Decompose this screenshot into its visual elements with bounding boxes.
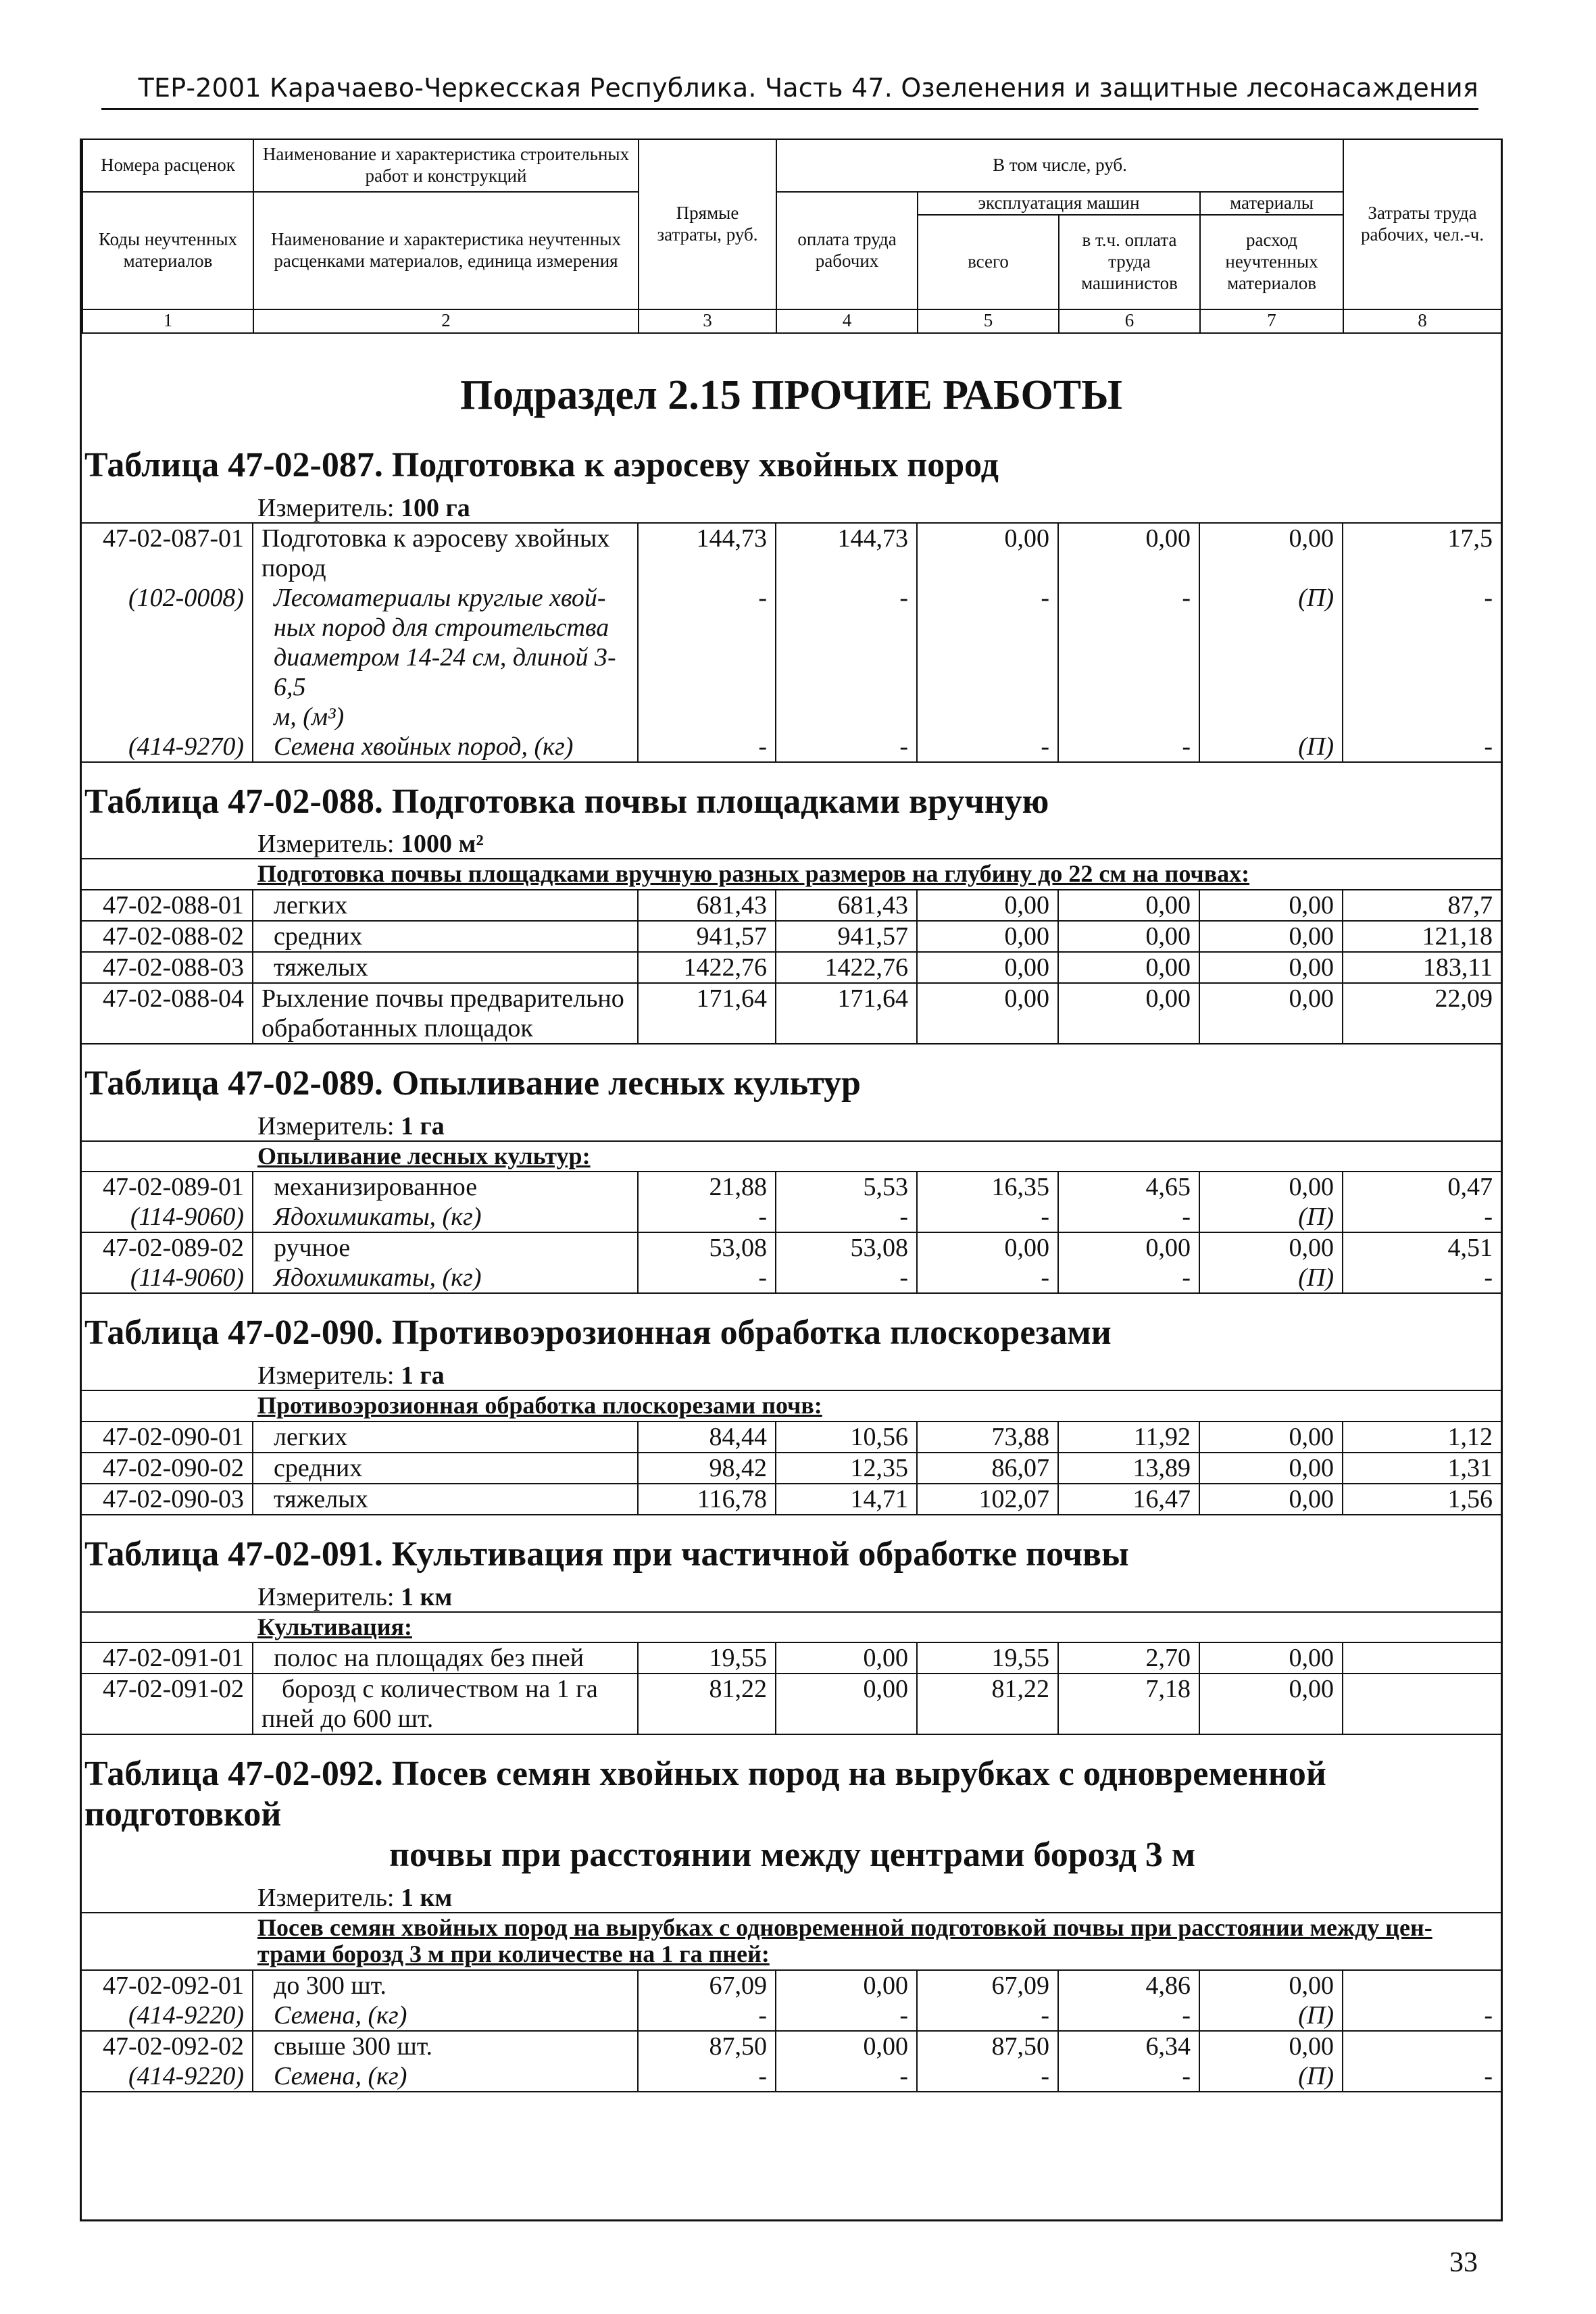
table-row <box>82 523 1501 583</box>
rate-code: 47-02-092-01 <box>103 1971 244 2000</box>
work-name: свыше 300 шт. <box>253 2031 638 2061</box>
subsection-title: Подраздел 2.15 ПРОЧИЕ РАБОТЫ <box>460 372 1122 418</box>
rate-code: 47-02-090-03 <box>82 1484 253 1515</box>
labor: - <box>1343 1263 1501 1293</box>
unit-label: Измеритель: <box>257 493 395 522</box>
materials: 0,00 <box>1199 983 1343 1044</box>
table-row <box>82 2031 1501 2061</box>
work-name: ручное <box>253 1232 638 1263</box>
material-name: Ядохимикаты, (кг) <box>253 1263 638 1293</box>
machinist-wages: - <box>1058 583 1199 732</box>
labor: 4,51 <box>1343 1232 1501 1263</box>
table-087-unit <box>82 494 1501 522</box>
materials: (П) <box>1199 583 1343 732</box>
machinist-wages: - <box>1058 2061 1199 2092</box>
material-code: (114-9060) <box>130 1203 244 1232</box>
materials: 0,00 <box>1199 1971 1343 2001</box>
direct-costs: 116,78 <box>638 1484 776 1515</box>
labor: 17,5 <box>1343 523 1501 583</box>
labor: 121,18 <box>1343 921 1501 952</box>
material-name: Семена, (кг) <box>253 2061 638 2092</box>
material-code: (114-9060) <box>82 1263 253 1293</box>
wages: 1422,76 <box>776 952 917 983</box>
machinist-wages: 0,00 <box>1058 890 1199 921</box>
wages: 681,43 <box>776 890 917 921</box>
rate-code: 47-02-087-01 <box>82 523 253 583</box>
labor: 1,12 <box>1343 1422 1501 1453</box>
direct-costs: - <box>638 2001 776 2031</box>
rate-code: 47-02-088-02 <box>82 921 253 952</box>
table-row <box>82 1971 1501 2001</box>
rate-code: 47-02-089-01 <box>103 1173 244 1202</box>
work-name-line: борозд с количеством на 1 га <box>282 1675 598 1704</box>
work-name: тяжелых <box>253 952 638 983</box>
wages: - <box>776 1202 917 1232</box>
table-row <box>82 2001 1501 2031</box>
col-num: 4 <box>776 309 918 333</box>
unit-value: 1 га <box>401 1361 445 1390</box>
unit-label: Измеритель: <box>257 1361 395 1390</box>
work-name-line: пород <box>261 553 326 582</box>
materials: 0,00 <box>1199 1422 1343 1453</box>
materials: 0,00 <box>1199 1453 1343 1484</box>
wages: 0,00 <box>776 1674 917 1734</box>
labor: 0,47 <box>1343 1172 1501 1202</box>
material-name-line: м, (м³) <box>274 702 345 731</box>
work-name: средних <box>253 1453 638 1484</box>
material-name-line: ных пород для строительства <box>274 613 609 642</box>
direct-costs: 681,43 <box>638 890 776 921</box>
materials: 0,00 <box>1199 1643 1343 1674</box>
materials: 0,00 <box>1199 523 1343 583</box>
table-row <box>82 1232 1501 1263</box>
rate-code: 47-02-088-04 <box>82 983 253 1044</box>
col-material-use-header: расход неучтенных материалов <box>1200 215 1343 309</box>
col-direct-costs-header: Прямые затраты, руб. <box>639 139 776 309</box>
material-code: (414-9270) <box>82 732 253 762</box>
labor <box>1343 2031 1501 2061</box>
direct-costs: 53,08 <box>638 1232 776 1263</box>
wages: - <box>776 732 917 762</box>
machines-total: 0,00 <box>917 890 1058 921</box>
material-code: (414-9220) <box>82 2061 253 2092</box>
materials: 0,00 <box>1199 1172 1343 1202</box>
machines-total: 16,35 <box>917 1172 1058 1202</box>
direct-costs: - <box>638 732 776 762</box>
machinist-wages: 16,47 <box>1058 1484 1199 1515</box>
work-name-line: Подготовка к аэросеву хвойных <box>261 524 610 553</box>
wages: 0,00 <box>776 2031 917 2061</box>
machines-total: - <box>917 1202 1058 1232</box>
table-row <box>82 1484 1501 1515</box>
machines-total: 0,00 <box>917 952 1058 983</box>
labor <box>1343 1971 1501 2001</box>
material-name-line: диаметром 14-24 см, длиной 3-6,5 <box>274 643 616 701</box>
direct-costs: - <box>638 2061 776 2092</box>
table-091-title: Таблица 47-02-091. Культивация при частичной обработке почвы <box>84 1534 1129 1574</box>
machines-total: 0,00 <box>917 1232 1058 1263</box>
table-row <box>82 1674 1501 1734</box>
col-num: 1 <box>82 309 253 333</box>
materials: 0,00 <box>1199 1232 1343 1263</box>
machines-total: 0,00 <box>917 983 1058 1044</box>
material-name-line: Лесоматериалы круглые хвой- <box>274 583 606 612</box>
table-row <box>82 732 1501 762</box>
content-frame <box>80 139 1503 2221</box>
machinist-wages: 2,70 <box>1058 1643 1199 1674</box>
table-092-title <box>82 1754 1501 1875</box>
col-material-name-header: Наименование и характеристика неучтенных расценками материалов, единица измерения <box>253 192 639 309</box>
unit-label: Измеритель: <box>257 830 395 859</box>
rate-code: 47-02-088-01 <box>103 891 244 920</box>
wages: - <box>776 1263 917 1293</box>
group-heading: Опыливание лесных культур: <box>257 1142 591 1169</box>
machinist-wages: - <box>1058 2001 1199 2031</box>
machines-total: 81,22 <box>917 1674 1058 1734</box>
materials-header: материалы <box>1200 192 1343 215</box>
table-row <box>82 2061 1501 2092</box>
table-090 <box>82 1422 1501 1515</box>
table-row <box>82 1202 1501 1232</box>
work-name: механизированное <box>253 1172 638 1202</box>
materials: 0,00 <box>1199 2031 1343 2061</box>
direct-costs: 941,57 <box>638 921 776 952</box>
table-row <box>82 890 1501 921</box>
unit-value: 1000 м² <box>401 830 484 859</box>
materials: (П) <box>1199 2001 1343 2031</box>
table-row <box>82 583 1501 732</box>
wages: 0,00 <box>776 1643 917 1674</box>
wages: 144,73 <box>776 523 917 583</box>
materials: 0,00 <box>1199 952 1343 983</box>
table-row <box>82 952 1501 983</box>
labor <box>1343 1674 1501 1734</box>
unit-value: 1 га <box>401 1111 445 1140</box>
table-092 <box>82 1971 1501 2092</box>
work-name-line: пней до 600 шт. <box>261 1705 434 1734</box>
direct-costs: 81,22 <box>638 1674 776 1734</box>
materials: (П) <box>1199 2061 1343 2092</box>
col-num: 7 <box>1200 309 1343 333</box>
direct-costs: 98,42 <box>638 1453 776 1484</box>
machines-total: 0,00 <box>917 921 1058 952</box>
direct-costs: 171,64 <box>638 983 776 1044</box>
labor: 87,7 <box>1343 890 1501 921</box>
wages: 12,35 <box>776 1453 917 1484</box>
wages: 941,57 <box>776 921 917 952</box>
materials: (П) <box>1199 1263 1343 1293</box>
page-header: ТЕР-2001 Карачаево-Черкесская Республика. Часть 47. Озеленения и защитные лесонасаждения <box>101 73 1478 110</box>
labor: - <box>1343 2061 1501 2092</box>
group-heading: Посев семян хвойных пород на вырубках с одновременной подготовкой почвы при расстоянии между цен- <box>257 1913 1432 1941</box>
group-heading: Культивация: <box>257 1613 412 1640</box>
machinist-wages: 4,65 <box>1058 1172 1199 1202</box>
title-line: почвы при расстоянии между центрами борозд 3 м <box>389 1835 1196 1874</box>
table-089-group <box>82 1140 1501 1173</box>
table-row <box>82 1172 1501 1202</box>
machinist-wages: 4,86 <box>1058 1971 1199 2001</box>
table-row <box>82 1422 1501 1453</box>
page-number: 33 <box>1449 2247 1478 2278</box>
table-header <box>82 139 1502 334</box>
rate-code: 47-02-091-01 <box>103 1644 244 1673</box>
table-row <box>82 1263 1501 1293</box>
machinist-wages: 11,92 <box>1058 1422 1199 1453</box>
machines-total: 67,09 <box>917 1971 1058 2001</box>
machinist-wages: 0,00 <box>1058 523 1199 583</box>
machinist-wages: 7,18 <box>1058 1674 1199 1734</box>
machinist-wages: 0,00 <box>1058 952 1199 983</box>
work-name: до 300 шт. <box>253 1971 638 2001</box>
table-row <box>82 921 1501 952</box>
work-name <box>253 523 638 583</box>
table-087 <box>82 522 1501 763</box>
work-name: тяжелых <box>253 1484 638 1515</box>
machines-total: 19,55 <box>917 1643 1058 1674</box>
machines-total: 0,00 <box>917 523 1058 583</box>
wages: 53,08 <box>776 1232 917 1263</box>
work-name: легких <box>253 890 638 921</box>
table-091-group <box>82 1611 1501 1644</box>
machines-total: 73,88 <box>917 1422 1058 1453</box>
table-090-title: Таблица 47-02-090. Противоэрозионная обработка плоскорезами <box>84 1313 1112 1353</box>
materials: 0,00 <box>1199 890 1343 921</box>
labor: - <box>1343 732 1501 762</box>
direct-costs: - <box>638 583 776 732</box>
direct-costs: 21,88 <box>638 1172 776 1202</box>
work-name <box>253 983 638 1044</box>
material-code: (414-9220) <box>128 2001 244 2030</box>
materials: 0,00 <box>1199 921 1343 952</box>
col-num: 3 <box>639 309 776 333</box>
direct-costs: - <box>638 1263 776 1293</box>
rate-code: 47-02-088-03 <box>82 952 253 983</box>
wages: - <box>776 2061 917 2092</box>
machines-total: - <box>917 1263 1058 1293</box>
col-num: 6 <box>1059 309 1200 333</box>
rate-code: 47-02-091-02 <box>82 1674 253 1734</box>
machines-total: - <box>917 2001 1058 2031</box>
work-name <box>253 1674 638 1734</box>
wages: 14,71 <box>776 1484 917 1515</box>
table-row <box>82 1643 1501 1674</box>
table-091-unit <box>82 1583 1501 1611</box>
material-name: Семена, (кг) <box>253 2001 638 2031</box>
col-num: 8 <box>1343 309 1501 333</box>
wages: 171,64 <box>776 983 917 1044</box>
table-088-group <box>82 858 1501 890</box>
work-name: средних <box>253 921 638 952</box>
table-091 <box>82 1643 1501 1735</box>
direct-costs: 87,50 <box>638 2031 776 2061</box>
table-row <box>82 1453 1501 1484</box>
unit-label: Измеритель: <box>257 1111 395 1140</box>
material-name <box>253 583 638 732</box>
table-092-group <box>82 1912 1501 1971</box>
in-total-header: В том числе, руб. <box>776 139 1343 192</box>
col-machinist-wages-header: в т.ч. оплата труда машинистов <box>1059 215 1200 309</box>
machinist-wages: - <box>1058 732 1199 762</box>
col-machines-total-header: всего <box>918 215 1059 309</box>
rate-code: 47-02-090-02 <box>82 1453 253 1484</box>
machinist-wages: 13,89 <box>1058 1453 1199 1484</box>
labor: - <box>1343 1202 1501 1232</box>
machines-total: 102,07 <box>917 1484 1058 1515</box>
materials: (П) <box>1199 732 1343 762</box>
unit-value: 1 км <box>401 1582 453 1611</box>
group-heading: Противоэрозионная обработка плоскорезами почв: <box>257 1392 822 1419</box>
machines-total: - <box>917 583 1058 732</box>
wages: 0,00 <box>776 1971 917 2001</box>
labor: 22,09 <box>1343 983 1501 1044</box>
machinist-wages: - <box>1058 1263 1199 1293</box>
rate-code: 47-02-092-02 <box>82 2031 253 2061</box>
table-089-title: Таблица 47-02-089. Опыливание лесных культур <box>84 1064 861 1103</box>
machines-total: 87,50 <box>917 2031 1058 2061</box>
rate-code: 47-02-089-02 <box>82 1232 253 1263</box>
machinist-wages: 0,00 <box>1058 1232 1199 1263</box>
machines-header: эксплуатация машин <box>918 192 1200 215</box>
labor <box>1343 1643 1501 1674</box>
table-row <box>82 983 1501 1044</box>
material-name: Ядохимикаты, (кг) <box>253 1202 638 1232</box>
table-088-title: Таблица 47-02-088. Подготовка почвы площадками вручную <box>84 782 1049 821</box>
group-heading: трами борозд 3 м при количестве на 1 га пней: <box>257 1940 770 1968</box>
labor: 183,11 <box>1343 952 1501 983</box>
direct-costs: 84,44 <box>638 1422 776 1453</box>
wages: 10,56 <box>776 1422 917 1453</box>
table-088 <box>82 890 1501 1045</box>
table-089 <box>82 1172 1501 1294</box>
table-090-group <box>82 1390 1501 1422</box>
material-name: Семена хвойных пород, (кг) <box>253 732 638 762</box>
work-name-line: Рыхление почвы предварительно <box>261 984 624 1013</box>
direct-costs: 19,55 <box>638 1643 776 1674</box>
col-code-header: Номера расценок <box>82 139 253 192</box>
title-line: Таблица 47-02-092. Посев семян хвойных пород на вырубках с одновременной подготовкой <box>84 1755 1326 1834</box>
direct-costs: - <box>638 1202 776 1232</box>
work-name-line: обработанных площадок <box>261 1014 533 1043</box>
direct-costs: 144,73 <box>638 523 776 583</box>
table-090-unit <box>82 1361 1501 1390</box>
machinist-wages: 6,34 <box>1058 2031 1199 2061</box>
rate-code: 47-02-090-01 <box>103 1422 244 1451</box>
unit-value: 100 га <box>401 493 470 522</box>
col-num: 5 <box>918 309 1059 333</box>
work-name: полос на площадях без пней <box>253 1643 638 1674</box>
wages: - <box>776 2001 917 2031</box>
material-code: (102-0008) <box>128 583 244 612</box>
unit-label: Измеритель: <box>257 1582 395 1611</box>
col-labor-header: Затраты труда рабочих, чел.-ч. <box>1343 139 1501 309</box>
materials: 0,00 <box>1199 1484 1343 1515</box>
table-087-title: Таблица 47-02-087. Подготовка к аэросеву хвойных пород <box>84 445 999 484</box>
labor: 1,31 <box>1343 1453 1501 1484</box>
machinist-wages: 0,00 <box>1058 921 1199 952</box>
machinist-wages: 0,00 <box>1058 983 1199 1044</box>
work-name: легких <box>253 1422 638 1453</box>
unit-value: 1 км <box>401 1883 453 1912</box>
table-089-unit <box>82 1112 1501 1140</box>
direct-costs: 1422,76 <box>638 952 776 983</box>
col-material-code-header: Коды неучтенных материалов <box>82 192 253 309</box>
materials: 0,00 <box>1199 1674 1343 1734</box>
unit-label: Измеритель: <box>257 1883 395 1912</box>
col-name-header: Наименование и характеристика строительных работ и конструкций <box>253 139 639 192</box>
machinist-wages: - <box>1058 1202 1199 1232</box>
labor: - <box>1343 2001 1501 2031</box>
table-092-unit <box>82 1884 1501 1912</box>
group-heading: Подготовка почвы площадками вручную разных размеров на глубину до 22 см на почвах: <box>257 860 1250 888</box>
labor: 1,56 <box>1343 1484 1501 1515</box>
wages: 5,53 <box>776 1172 917 1202</box>
table-088-unit <box>82 830 1501 858</box>
machines-total: - <box>917 732 1058 762</box>
materials: (П) <box>1199 1202 1343 1232</box>
labor: - <box>1343 583 1501 732</box>
direct-costs: 67,09 <box>638 1971 776 2001</box>
col-num: 2 <box>253 309 639 333</box>
machines-total: - <box>917 2061 1058 2092</box>
wages: - <box>776 583 917 732</box>
machines-total: 86,07 <box>917 1453 1058 1484</box>
col-wages-header: оплата труда рабочих <box>776 192 918 309</box>
